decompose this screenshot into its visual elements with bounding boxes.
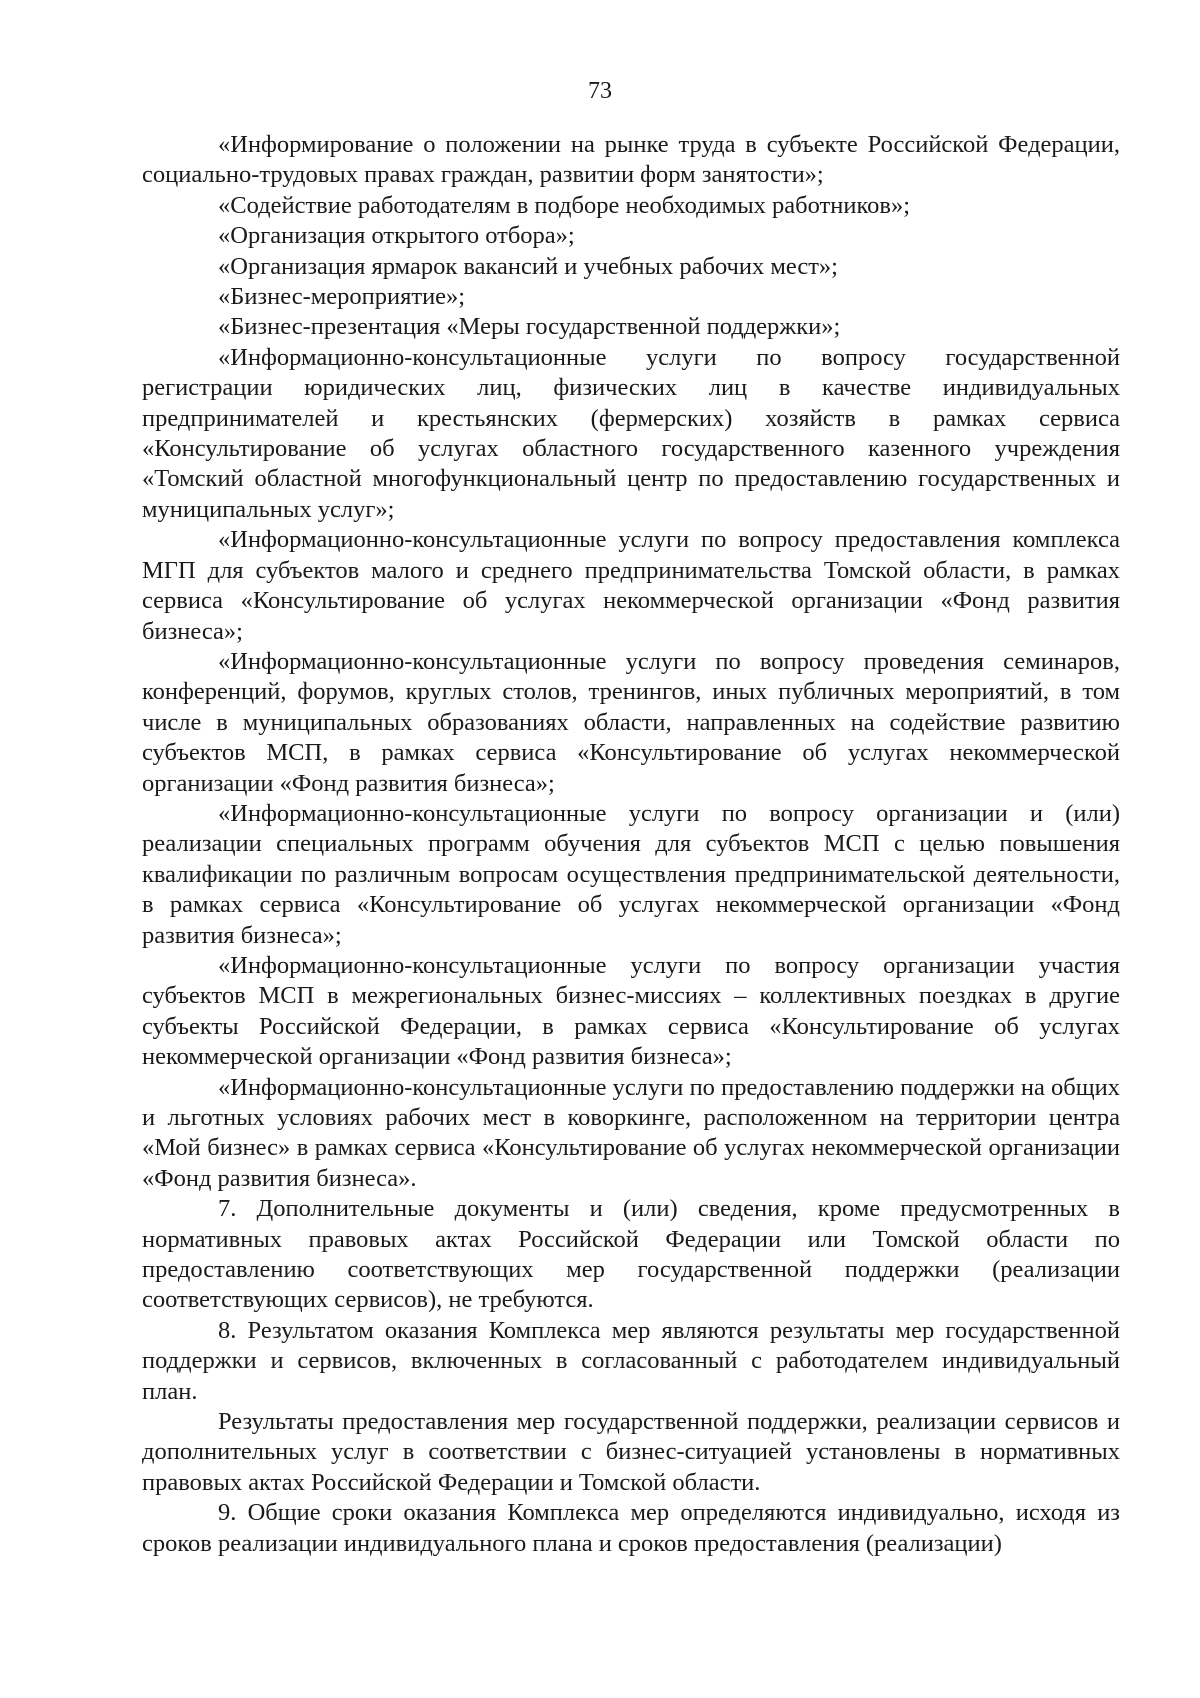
paragraph: «Информационно-консультационные услуги по вопросу государственной регистрации юридических лиц, физических лиц в качестве индивидуальных предпринимателей и крестьянских (фермерских) хозяйств в рамках сервиса «Консультирование об услугах областного государственного казенного учреждения «Томский областной многофункциональный центр по предоставлению государственных и муниципальных услуг»; <box>142 343 1120 523</box>
paragraph: «Бизнес-мероприятие»; <box>218 283 466 311</box>
paragraph: «Информационно-консультационные услуги по вопросу проведения семинаров, конференций, форумов, круглых столов, тренингов, иных публичных мероприятий, в том числе в муниципальных образованиях области, направленных на содействие развитию субъектов МСП, в рамках сервиса «Консультирование об услугах некоммерческой организации «Фонд развития бизнеса»; <box>142 647 1120 797</box>
paragraph: «Информационно-консультационные услуги по вопросу предоставления комплекса МГП для субъектов малого и среднего предпринимательства Томской области, в рамках сервиса «Консультирование об услугах некоммерческой организации «Фонд развития бизнеса»; <box>142 526 1120 645</box>
paragraph: «Организация ярмарок вакансий и учебных рабочих мест»; <box>218 252 838 280</box>
paragraph: «Бизнес-презентация «Меры государственной поддержки»; <box>218 313 841 341</box>
paragraph-section-7: 7. Дополнительные документы и (или) сведения, кроме предусмотренных в нормативных правовых актах Российской Федерации или Томской области по предоставлению соответствующих мер государственной поддержки (реализации соответствующих сервисов), не требуются. <box>142 1195 1120 1314</box>
paragraph: «Информирование о положении на рынке труда в субъекте Российской Федерации, социально-трудовых правах граждан, развитии форм занятости»; <box>142 131 1120 189</box>
page-number: 73 <box>588 78 612 104</box>
paragraph: «Информационно-консультационные услуги по предоставлению поддержки на общих и льготных условиях рабочих мест в коворкинге, расположенном на территории центра «Мой бизнес» в рамках сервиса «Консультирование об услугах некоммерческой организации «Фонд развития бизнеса». <box>142 1073 1120 1192</box>
paragraph: Результаты предоставления мер государственной поддержки, реализации сервисов и дополнительных услуг в соответствии с бизнес-ситуацией установлены в нормативных правовых актах Российской Федерации и Томской области. <box>142 1408 1120 1496</box>
document-body <box>142 130 1120 1559</box>
paragraph-section-9: 9. Общие сроки оказания Комплекса мер определяются индивидуально, исходя из сроков реализации индивидуального плана и сроков предоставления (реализации) <box>142 1499 1120 1557</box>
paragraph: «Содействие работодателям в подборе необходимых работников»; <box>218 191 911 219</box>
paragraph: «Информационно-консультационные услуги по вопросу организации участия субъектов МСП в межрегиональных бизнес-миссиях – коллективных поездках в другие субъекты Российской Федерации, в рамках сервиса «Консультирование об услугах некоммерческой организации «Фонд развития бизнеса»; <box>142 951 1120 1071</box>
paragraph: «Организация открытого отбора»; <box>218 222 575 250</box>
paragraph-section-8: 8. Результатом оказания Комплекса мер являются результаты мер государственной поддержки и сервисов, включенных в согласованный с работодателем индивидуальный план. <box>142 1316 1120 1405</box>
paragraph: «Информационно-консультационные услуги по вопросу организации и (или) реализации специальных программ обучения для субъектов МСП с целью повышения квалификации по различным вопросам осуществления предпринимательской деятельности, в рамках сервиса «Консультирование об услугах некоммерческой организации «Фонд развития бизнеса»; <box>142 799 1120 949</box>
